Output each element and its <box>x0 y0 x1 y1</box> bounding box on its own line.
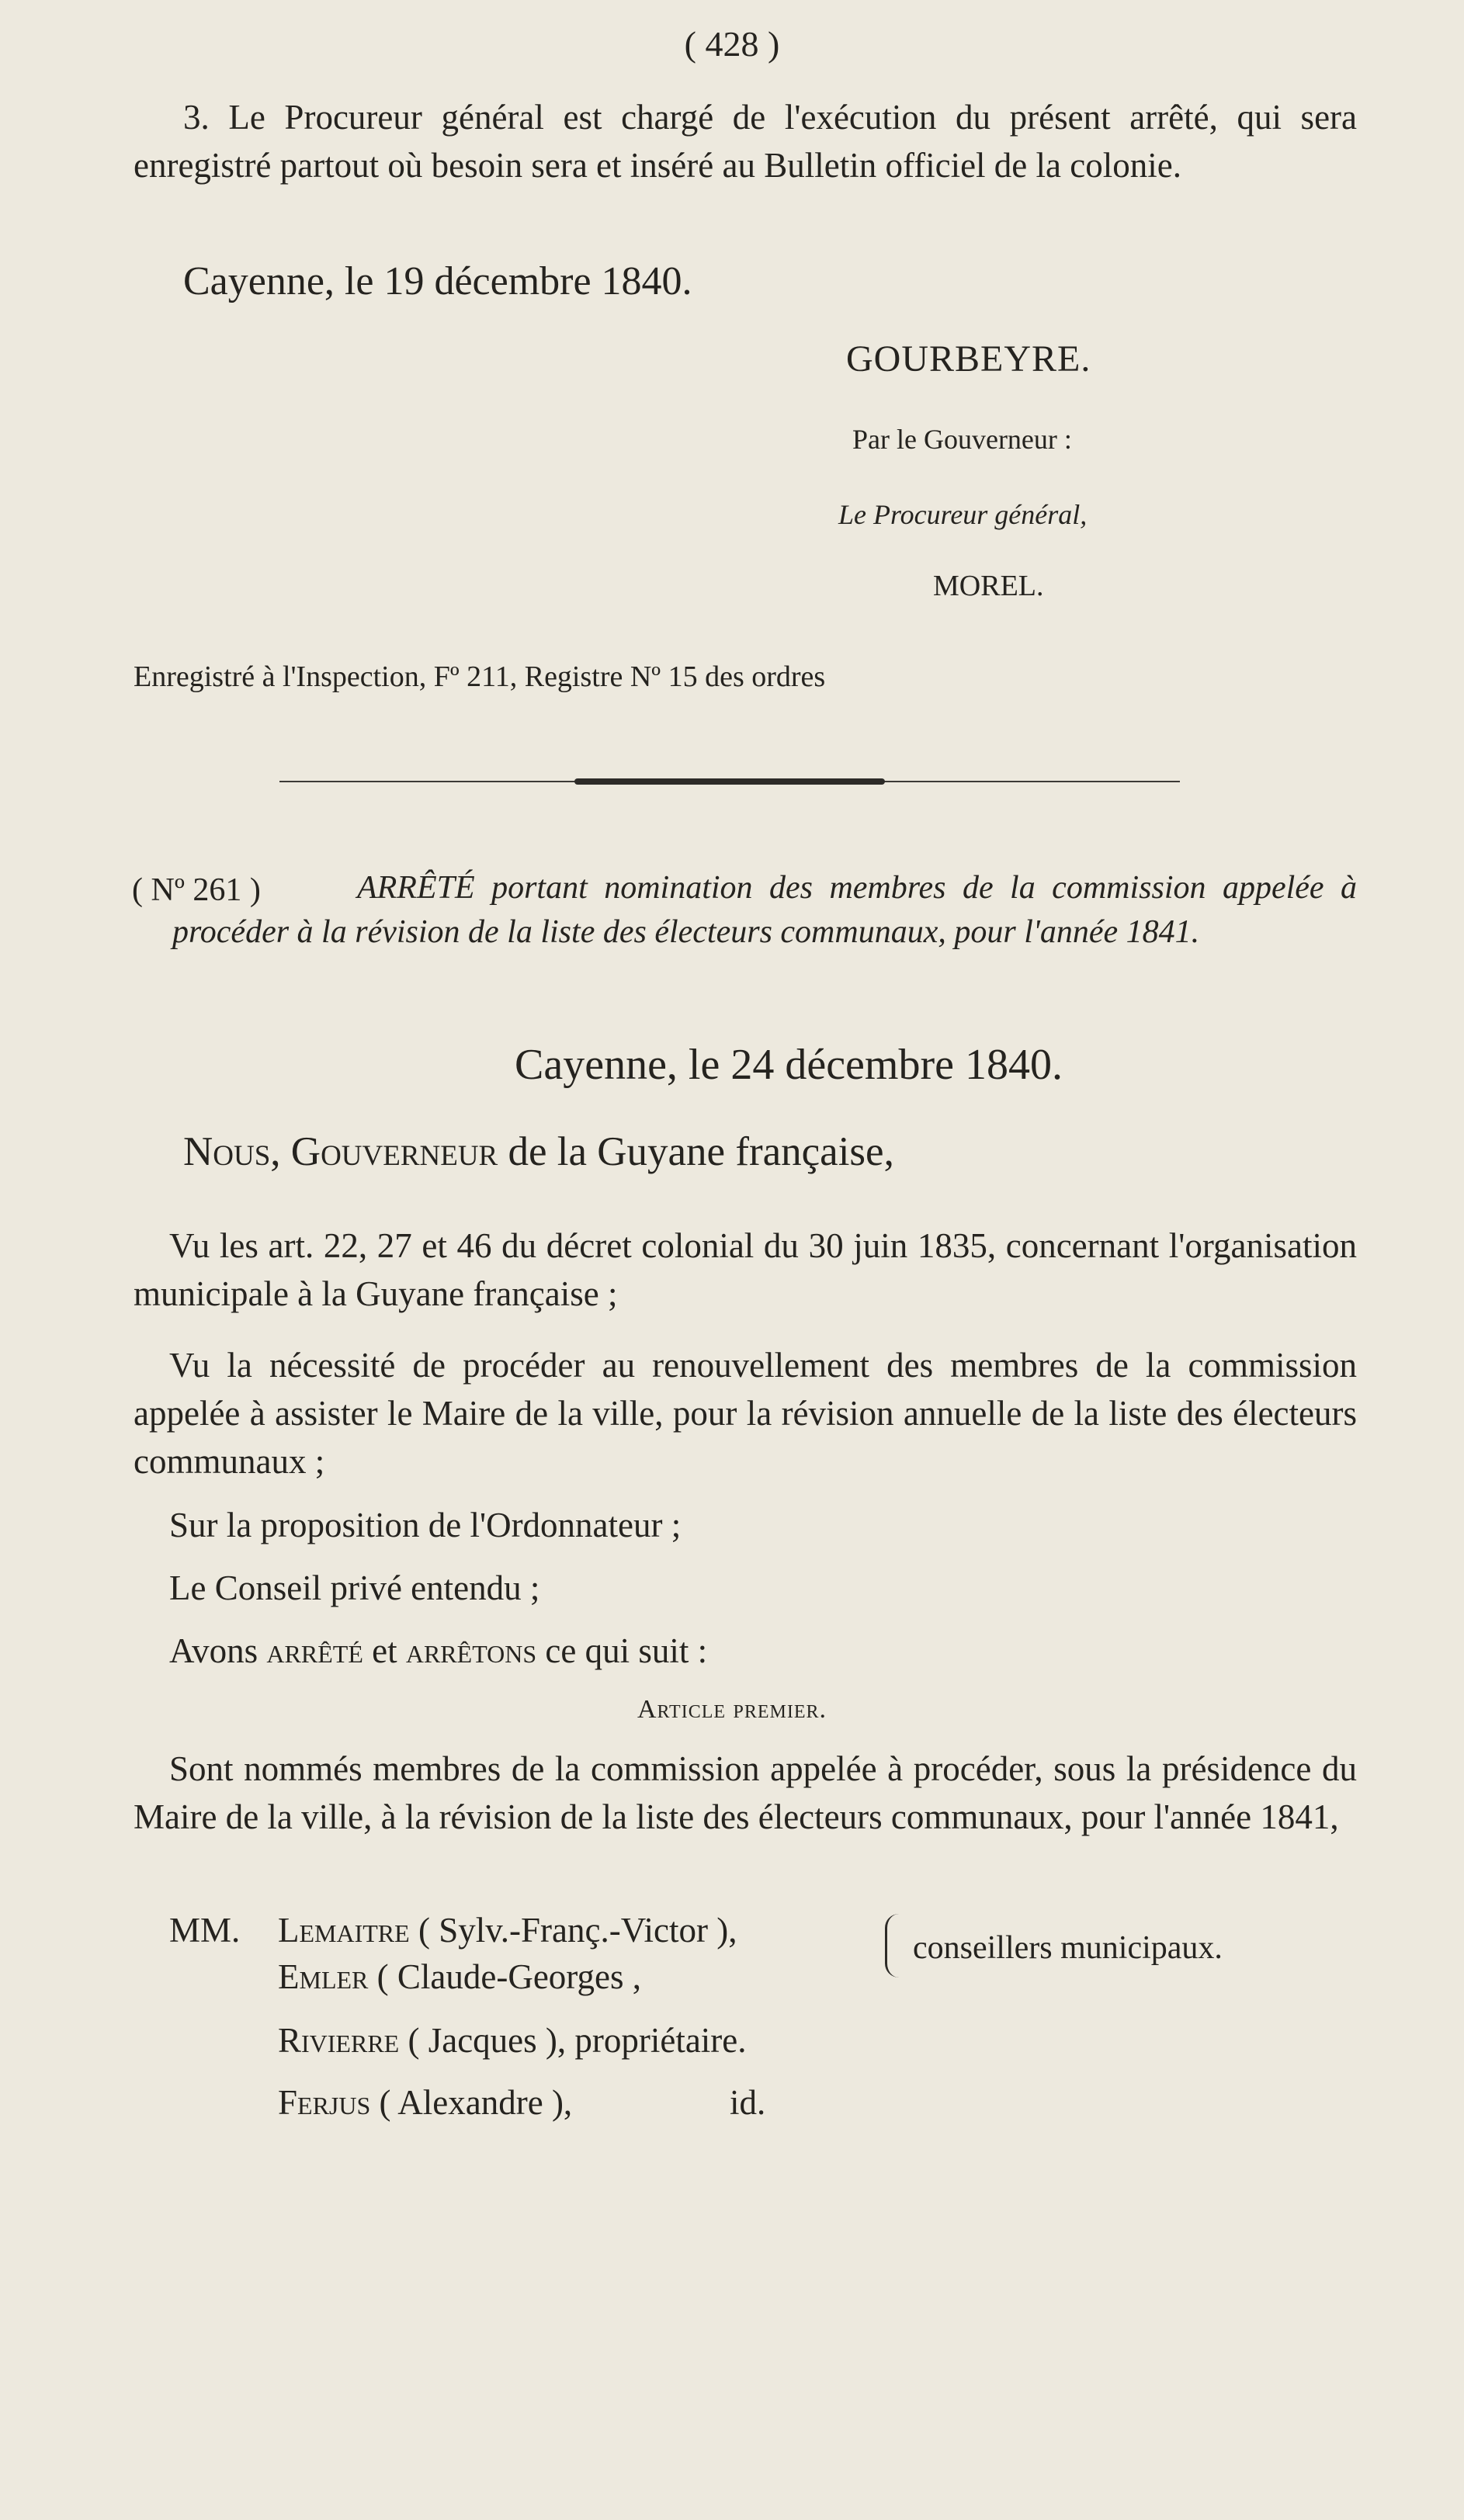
signature-morel: MOREL. <box>933 570 1044 602</box>
vu-paragraph-1: Vu les art. 22, 27 et 46 du décret colonial du 30 juin 1835, concernant l'organisation municipale à la Guyane française ; <box>134 1226 1357 1313</box>
nous-word: Nous <box>183 1129 271 1174</box>
member-row <box>278 2078 572 2127</box>
nous-gouverneur-line: Nous, Gouverneur de la Guyane française, <box>183 1129 894 1174</box>
member-row <box>278 2016 747 2064</box>
arrete-title: ARRÊTÉ portant nomination des membres de la commission appelée à procéder à la révision de la liste des électeurs communaux, pour l'année 1841. <box>172 870 1357 950</box>
member-prefix: MM. <box>169 1911 241 1950</box>
conseil-prive: Le Conseil privé entendu ; <box>169 1569 540 1607</box>
arrete-number: ( Nº 261 ) <box>132 872 261 908</box>
closing-date: Cayenne, le 19 décembre 1840. <box>183 259 692 303</box>
brace-bracket <box>885 1914 906 1978</box>
article-3-paragraph: 3. Le Procureur général est chargé de l'exécution du présent arrêté, qui sera enregistré partout où besoin sera et inséré au Bulletin officiel de la colonie. <box>134 98 1357 185</box>
par-le-gouverneur: Par le Gouverneur : <box>852 424 1072 455</box>
nous-rest: de la Guyane française, <box>508 1129 894 1174</box>
et-word: et <box>372 1631 397 1670</box>
sur-la-proposition: Sur la proposition de l'Ordonnateur ; <box>169 1506 682 1544</box>
sont-nommes-paragraph: Sont nommés membres de la commission appelée à procéder, sous la présidence du Maire de la ville, à la révision de la liste des électeurs communaux, pour l'année 1841, <box>134 1749 1357 1836</box>
signature-gourbeyre: GOURBEYRE. <box>846 338 1091 380</box>
member-name: Emler <box>278 1957 369 1996</box>
arrete-date: Cayenne, le 24 décembre 1840. <box>515 1041 1063 1089</box>
member-row <box>278 1906 737 1954</box>
member-name: Rivierre <box>278 2021 400 2060</box>
arrete-word: arrêté <box>266 1631 363 1670</box>
member-detail: ( Alexandre ), <box>379 2083 573 2122</box>
ce-qui-suit: ce qui suit : <box>545 1631 708 1670</box>
arretons-word: arrêtons <box>405 1631 537 1670</box>
id-abbreviation: id. <box>730 2083 766 2122</box>
member-detail: ( Sylv.-Franç.-Victor ), <box>418 1911 737 1950</box>
vu-paragraph-2: Vu la nécessité de procéder au renouvellement des membres de la commission appelée à assister le Maire de la ville, pour la révision annuelle de la liste des électeurs communaux ; <box>134 1346 1357 1481</box>
page-number: ( 428 ) <box>684 24 780 64</box>
member-name: Ferjus <box>278 2083 371 2122</box>
member-detail: ( Claude-Georges , <box>376 1957 641 1996</box>
member-name: Lemaitre <box>278 1911 410 1950</box>
procureur-general-title: Le Procureur général, <box>838 499 1088 530</box>
member-detail: ( Jacques ), propriétaire. <box>408 2021 747 2060</box>
avons-word: Avons <box>169 1631 258 1670</box>
gouverneur-word: Gouverneur <box>290 1129 498 1174</box>
registration-note: Enregistré à l'Inspection, Fº 211, Registre Nº 15 des ordres <box>134 660 826 693</box>
conseillers-municipaux: conseillers municipaux. <box>913 1930 1223 1966</box>
avons-arrete-line <box>169 1627 707 1675</box>
section-divider-ornament <box>574 778 885 785</box>
member-row <box>278 1953 641 2001</box>
article-premier-heading: Article premier. <box>637 1695 827 1724</box>
